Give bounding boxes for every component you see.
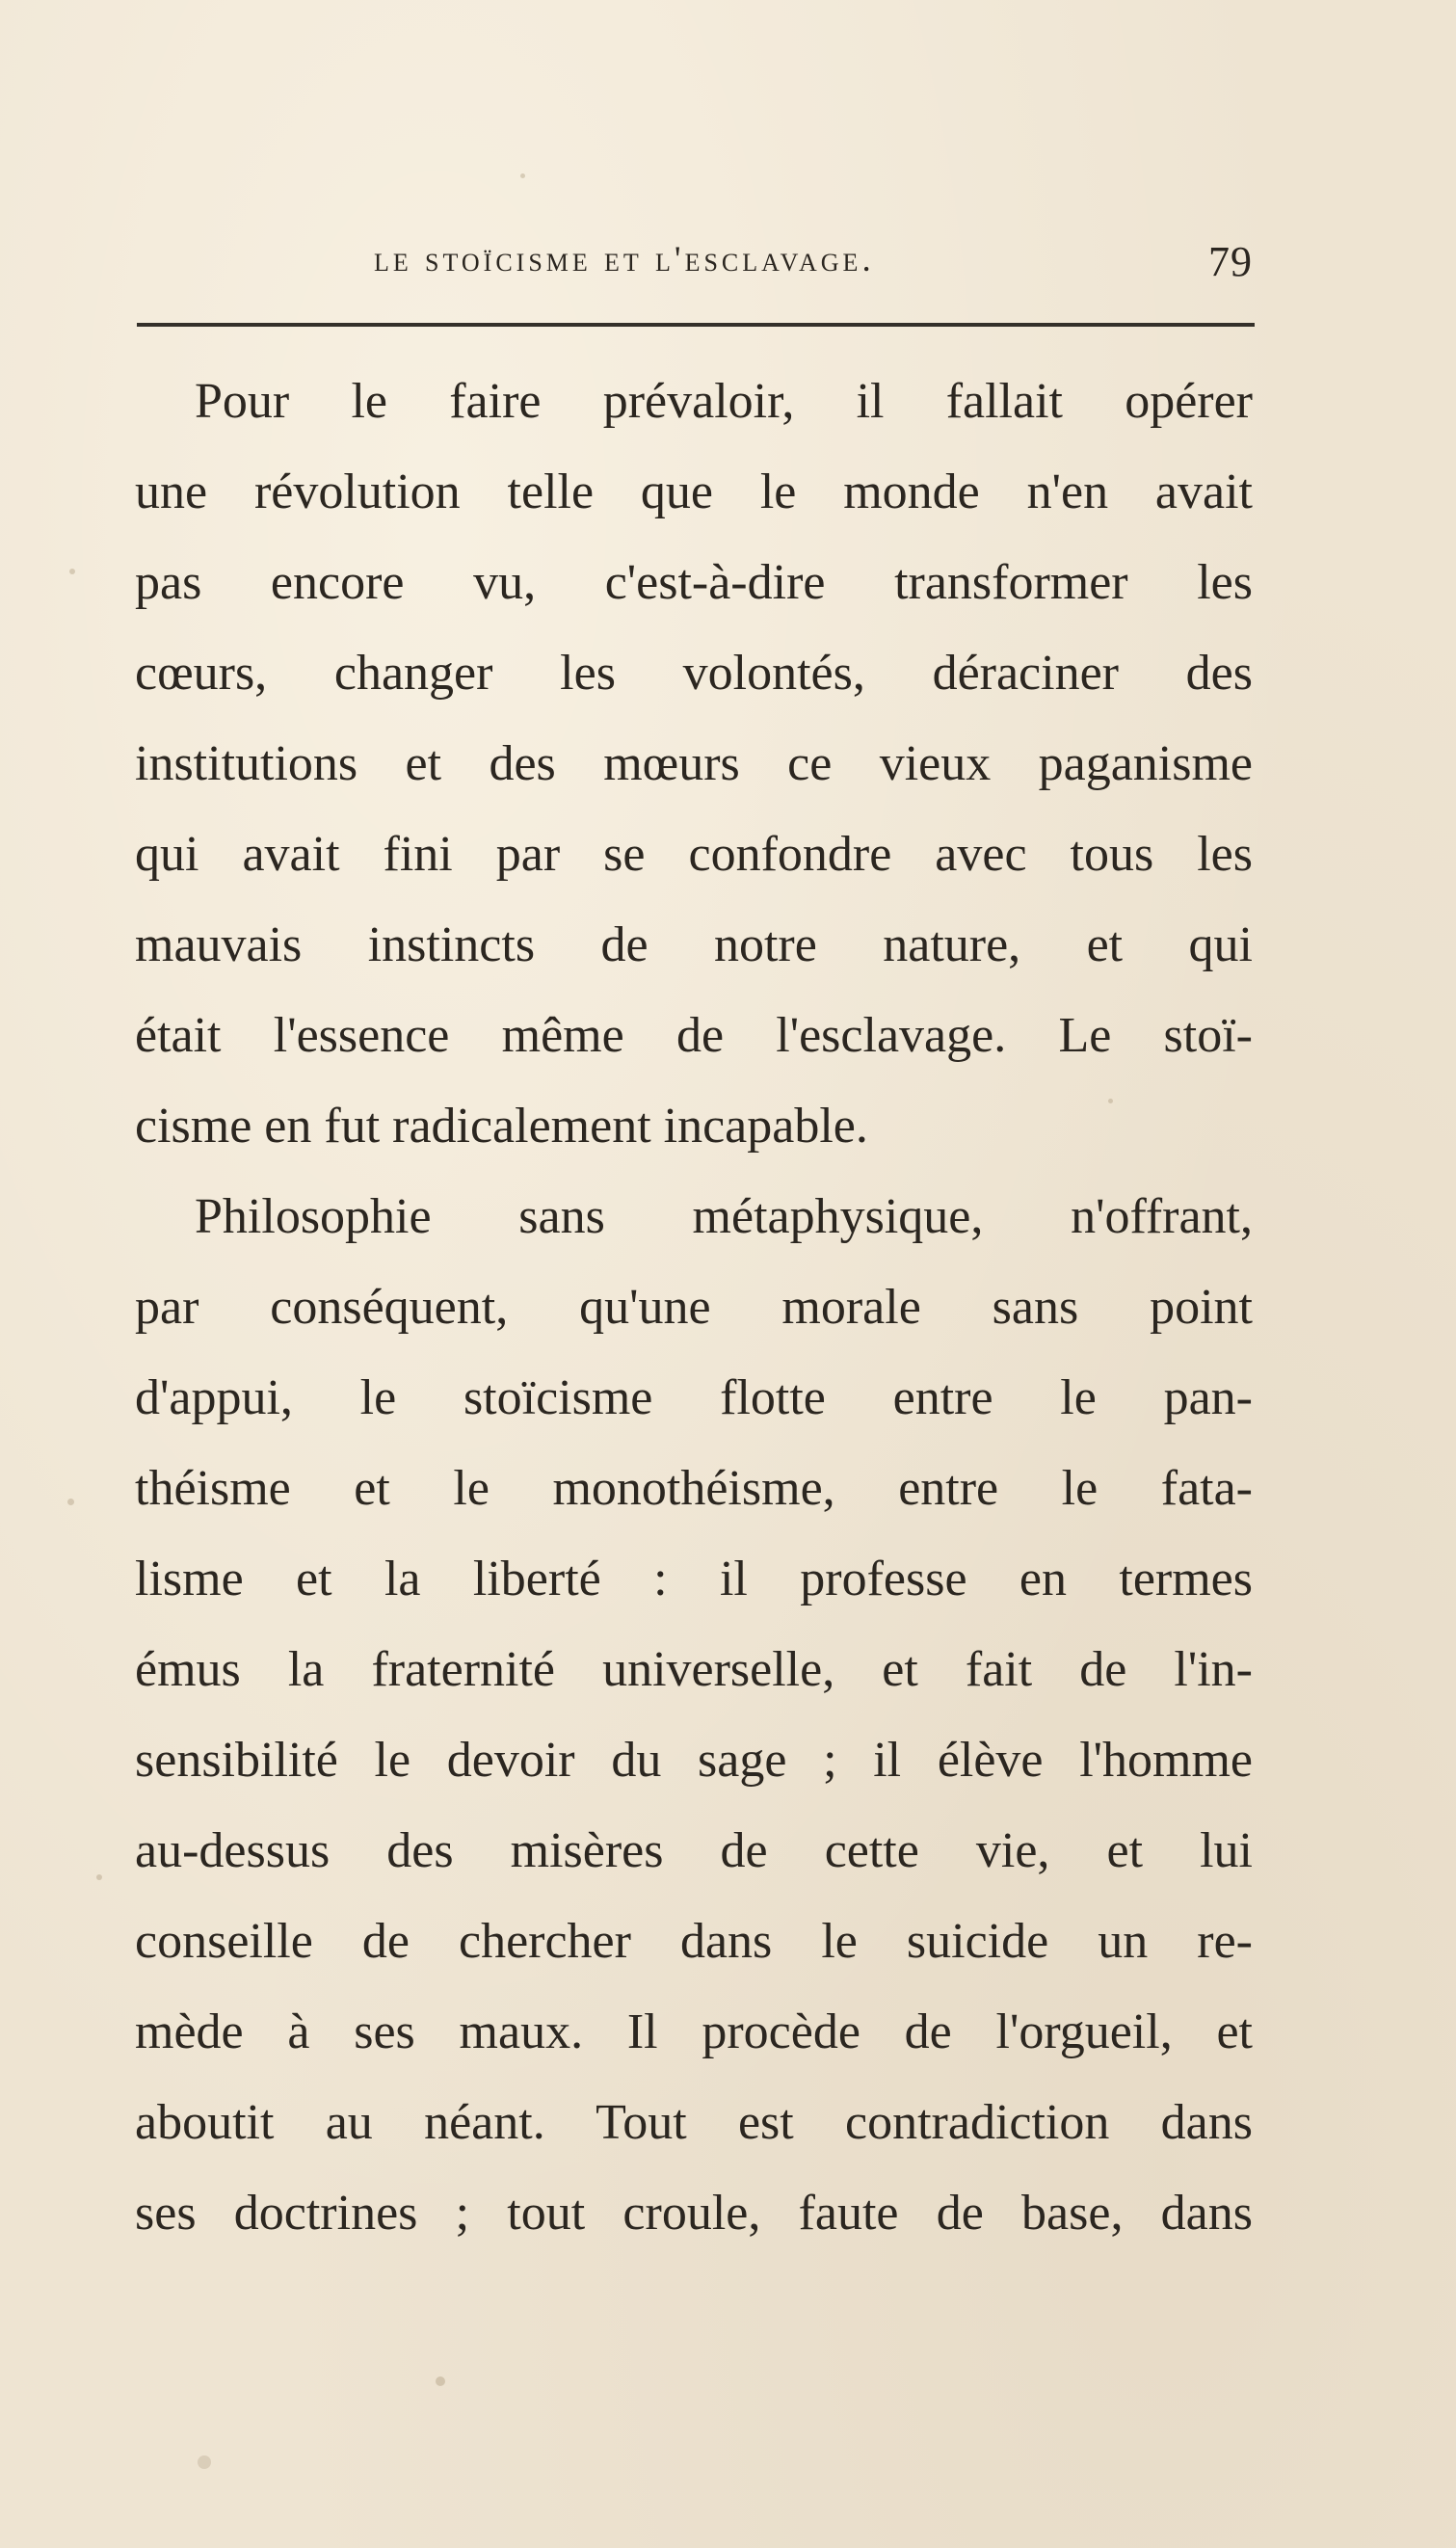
text-line: Philosophie sans métaphysique, n'offrant, <box>195 1189 1253 1244</box>
text-line: aboutit au néant. Tout est contradiction dans <box>135 2095 1253 2150</box>
running-title: le stoïcisme et l'esclavage. <box>374 240 875 279</box>
paper-speck <box>520 173 525 178</box>
text-line: par conséquent, qu'une morale sans point <box>135 1280 1253 1335</box>
text-line: mède à ses maux. Il procède de l'orgueil, et <box>135 2004 1253 2059</box>
text-line: une révolution telle que le monde n'en avait <box>135 464 1253 519</box>
paper-speck <box>69 569 75 574</box>
body-text <box>135 357 1253 2259</box>
text-line: cœurs, changer les volontés, déraciner des <box>135 646 1253 701</box>
text-line: institutions et des mœurs ce vieux paganisme <box>135 736 1253 791</box>
text-line: Pour le faire prévaloir, il fallait opérer <box>195 374 1253 429</box>
text-line: était l'essence même de l'esclavage. Le stoï- <box>135 1008 1253 1063</box>
text-line: cisme en fut radicalement incapable. <box>135 1099 868 1154</box>
text-line: qui avait fini par se confondre avec tous les <box>135 827 1253 882</box>
text-line: lisme et la liberté : il professe en termes <box>135 1552 1253 1606</box>
text-line: théisme et le monothéisme, entre le fata- <box>135 1461 1253 1516</box>
text-line: ses doctrines ; tout croule, faute de base, dans <box>135 2186 1253 2241</box>
paper-speck <box>436 2376 445 2386</box>
text-line: au-dessus des misères de cette vie, et lui <box>135 1823 1253 1878</box>
running-head <box>135 231 1253 299</box>
paragraph <box>135 357 1253 1172</box>
paper-speck <box>67 1499 74 1505</box>
text-line: sensibilité le devoir du sage ; il élève l'homme <box>135 1733 1253 1788</box>
paper-speck <box>96 1874 102 1880</box>
text-line: pas encore vu, c'est-à-dire transformer les <box>135 555 1253 610</box>
header-rule <box>137 323 1255 327</box>
paper-speck <box>198 2455 211 2469</box>
text-line: émus la fraternité universelle, et fait de l'in- <box>135 1642 1253 1697</box>
page-number: 79 <box>1208 238 1253 285</box>
paragraph <box>135 1172 1253 2259</box>
paper-speck <box>1108 1099 1113 1103</box>
text-line: d'appui, le stoïcisme flotte entre le pan- <box>135 1370 1253 1425</box>
text-line: conseille de chercher dans le suicide un re- <box>135 1914 1253 1969</box>
text-line: mauvais instincts de notre nature, et qui <box>135 917 1253 972</box>
